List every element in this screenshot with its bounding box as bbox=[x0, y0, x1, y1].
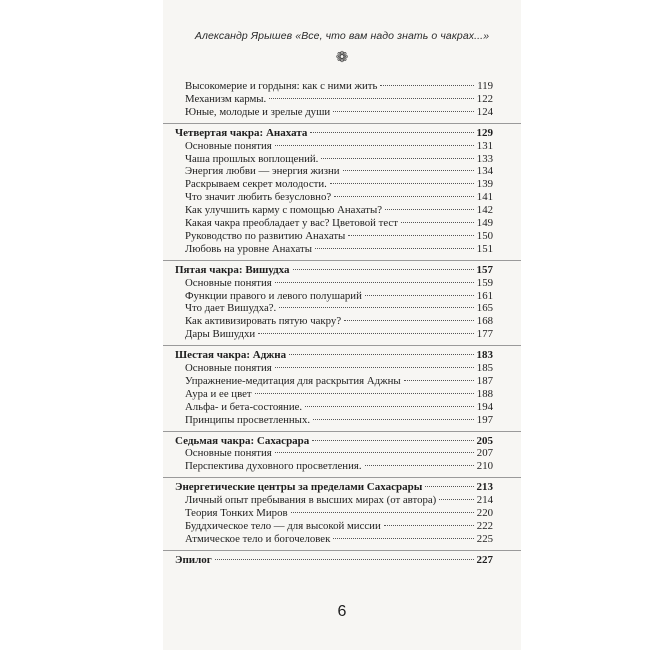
toc-section-entry[interactable] bbox=[185, 533, 493, 546]
chapter-divider bbox=[163, 123, 521, 124]
toc-entry-title: Перспектива духовного просветления. bbox=[185, 460, 362, 473]
toc-entry-title: Функции правого и левого полушарий bbox=[185, 289, 362, 302]
toc-dot-leader bbox=[365, 294, 474, 296]
toc-section-entry[interactable] bbox=[185, 204, 493, 217]
toc-entry-title: Седьмая чакра: Сахасрара bbox=[175, 434, 310, 447]
toc-section-entry[interactable] bbox=[185, 153, 493, 166]
toc-dot-leader bbox=[291, 511, 474, 513]
toc-entry-title: Руководство по развитию Анахаты bbox=[185, 229, 346, 242]
toc-section-entry[interactable] bbox=[185, 230, 493, 243]
toc-dot-leader bbox=[289, 353, 473, 355]
toc-section-entry[interactable] bbox=[185, 362, 493, 375]
toc-dot-leader bbox=[312, 439, 473, 441]
toc-section-entry[interactable] bbox=[185, 178, 493, 191]
toc-section-entry[interactable] bbox=[185, 494, 493, 507]
chapter-divider bbox=[163, 431, 521, 432]
toc-dot-leader bbox=[255, 392, 474, 394]
toc-dot-leader bbox=[315, 247, 474, 249]
toc-entry-title: Четвертая чакра: Анахата bbox=[175, 126, 308, 139]
toc-dot-leader bbox=[333, 110, 474, 112]
toc-entry-page: 150 bbox=[476, 229, 493, 242]
toc-dot-leader bbox=[215, 558, 474, 560]
toc-entry-title: Как активизировать пятую чакру? bbox=[185, 315, 342, 328]
toc-entry-page: 119 bbox=[477, 80, 493, 92]
toc-dot-leader bbox=[293, 268, 474, 270]
chapter-divider bbox=[163, 477, 521, 478]
toc-dot-leader bbox=[344, 319, 474, 321]
toc-entry-title: Высокомерие и гордыня: как с ними жить bbox=[185, 80, 378, 92]
toc-entry-page: 213 bbox=[476, 481, 493, 494]
toc-entry-page: 157 bbox=[476, 263, 493, 276]
toc-entry-title: Энергия любви — энергия жизни bbox=[185, 165, 340, 178]
toc-dot-leader bbox=[310, 131, 473, 133]
toc-entry-page: 188 bbox=[476, 387, 493, 400]
toc-entry-title: Основные понятия bbox=[185, 139, 272, 152]
toc-entry-title: Как улучшить карму с помощью Анахаты? bbox=[185, 204, 383, 217]
toc-entry-title: Какая чакра преобладает у вас? Цветовой тест bbox=[185, 217, 398, 229]
toc-entry-page: 227 bbox=[476, 553, 493, 566]
chapter-divider bbox=[163, 345, 521, 346]
toc-section-entry[interactable] bbox=[185, 507, 493, 520]
toc-entry-page: 177 bbox=[476, 328, 493, 341]
toc-entry-page: 133 bbox=[476, 152, 493, 165]
toc-entry-title: Что значит любить безусловно? bbox=[185, 191, 332, 204]
toc-chapter-entry[interactable] bbox=[175, 554, 493, 567]
toc-section-entry[interactable] bbox=[185, 217, 493, 230]
toc-section-entry[interactable] bbox=[185, 315, 493, 328]
toc-dot-leader bbox=[385, 208, 474, 210]
toc-entry-page: 151 bbox=[476, 242, 493, 255]
toc-dot-leader bbox=[258, 332, 474, 334]
toc-entry-title: Теория Тонких Миров bbox=[185, 507, 288, 519]
toc-dot-leader bbox=[348, 234, 473, 236]
toc-dot-leader bbox=[343, 169, 474, 171]
toc-section-entry[interactable] bbox=[185, 290, 493, 303]
toc-chapter-entry[interactable] bbox=[175, 435, 493, 448]
toc-section-entry[interactable] bbox=[185, 93, 493, 106]
toc-entry-title: Основные понятия bbox=[185, 447, 272, 460]
toc-entry-page: 210 bbox=[476, 460, 493, 473]
toc-entry-page: 131 bbox=[476, 139, 493, 152]
toc-dot-leader bbox=[275, 281, 474, 283]
toc-section-entry[interactable] bbox=[185, 80, 493, 93]
toc-dot-leader bbox=[305, 405, 474, 407]
toc-section-entry[interactable] bbox=[185, 302, 493, 315]
toc-section-entry[interactable] bbox=[185, 328, 493, 341]
toc-entry-page: 214 bbox=[476, 494, 493, 507]
toc-entry-title: Раскрываем секрет молодости. bbox=[185, 178, 327, 191]
toc-dot-leader bbox=[404, 379, 474, 381]
lotus-ornament-icon: ❁ bbox=[335, 48, 349, 66]
toc-section-entry[interactable] bbox=[185, 388, 493, 401]
toc-section-entry[interactable] bbox=[185, 401, 493, 414]
toc-section-entry[interactable] bbox=[185, 191, 493, 204]
toc-dot-leader bbox=[279, 306, 474, 308]
toc-entry-title: Что дает Вишудха?. bbox=[185, 302, 277, 315]
running-header: Александр Ярышев «Все, что вам надо знать о чакрах...» bbox=[194, 30, 490, 42]
toc-section-entry[interactable] bbox=[185, 165, 493, 178]
toc-entry-page: 134 bbox=[476, 165, 493, 178]
toc-entry-page: 183 bbox=[476, 349, 493, 362]
toc-chapter-entry[interactable] bbox=[175, 264, 493, 277]
toc-entry-page: 129 bbox=[476, 126, 493, 139]
toc-entry-page: 207 bbox=[476, 447, 493, 460]
toc-entry-page: 197 bbox=[476, 413, 493, 426]
toc-entry-page: 141 bbox=[476, 191, 493, 204]
toc-entry-title: Личный опыт пребывания в высших мирах (от автора) bbox=[185, 494, 437, 507]
toc-dot-leader bbox=[275, 144, 474, 146]
toc-entry-page: 122 bbox=[476, 92, 493, 105]
toc-chapter-entry[interactable] bbox=[175, 349, 493, 362]
toc-chapter-entry[interactable] bbox=[175, 481, 493, 494]
toc-section-entry[interactable] bbox=[185, 277, 493, 290]
toc-dot-leader bbox=[275, 451, 474, 453]
toc-entry-title: Чаша прошлых воплощений. bbox=[185, 152, 319, 165]
toc-entry-page: 124 bbox=[476, 105, 493, 118]
toc-entry-title: Принципы просветленных. bbox=[185, 413, 311, 426]
toc-entry-title: Атмическое тело и богочеловек bbox=[185, 532, 331, 545]
toc-dot-leader bbox=[321, 157, 473, 159]
toc-entry-title: Любовь на уровне Анахаты bbox=[185, 242, 312, 255]
chapter-divider bbox=[163, 260, 521, 261]
toc-section-entry[interactable] bbox=[185, 375, 493, 388]
toc-section-entry[interactable] bbox=[185, 520, 493, 533]
toc-entry-title: Аура и ее цвет bbox=[185, 387, 252, 400]
toc-dot-leader bbox=[401, 221, 474, 223]
toc-dot-leader bbox=[425, 485, 473, 487]
toc-dot-leader bbox=[275, 366, 474, 368]
toc-entry-page: 220 bbox=[476, 507, 493, 519]
chapter-divider bbox=[163, 550, 521, 551]
toc-dot-leader bbox=[313, 418, 474, 420]
toc-entry-page: 165 bbox=[476, 302, 493, 315]
toc-section-entry[interactable] bbox=[185, 243, 493, 256]
toc-section-entry[interactable] bbox=[185, 447, 493, 460]
toc-entry-page: 205 bbox=[476, 434, 493, 447]
toc-entry-title: Механизм кармы. bbox=[185, 92, 267, 105]
toc-entry-title: Буддхическое тело — для высокой миссии bbox=[185, 519, 381, 532]
toc-entry-title: Упражнение-медитация для раскрытия Аджны bbox=[185, 374, 401, 387]
toc-dot-leader bbox=[384, 524, 474, 526]
toc-entry-title: Шестая чакра: Аджна bbox=[175, 349, 287, 362]
toc-entry-title: Основные понятия bbox=[185, 276, 272, 289]
toc-entry-page: 159 bbox=[476, 276, 493, 289]
toc-entry-title: Энергетические центры за пределами Сахасрары bbox=[175, 481, 423, 494]
toc-dot-leader bbox=[365, 464, 474, 466]
toc-section-entry[interactable] bbox=[185, 460, 493, 473]
toc-entry-title: Пятая чакра: Вишудха bbox=[175, 263, 290, 276]
toc-section-entry[interactable] bbox=[185, 414, 493, 427]
toc-entry-page: 187 bbox=[476, 374, 493, 387]
toc-entry-title: Основные понятия bbox=[185, 362, 272, 374]
toc-entry-page: 185 bbox=[476, 362, 493, 374]
toc-section-entry[interactable] bbox=[185, 140, 493, 153]
toc-entry-title: Дары Вишудхи bbox=[185, 328, 256, 341]
toc-entry-page: 161 bbox=[476, 289, 493, 302]
toc-entry-page: 222 bbox=[476, 519, 493, 532]
toc-dot-leader bbox=[439, 498, 474, 500]
toc-chapter-entry[interactable] bbox=[175, 127, 493, 140]
toc-dot-leader bbox=[330, 182, 474, 184]
toc-dot-leader bbox=[334, 195, 474, 197]
book-page bbox=[163, 0, 521, 650]
page-number: 6 bbox=[337, 603, 347, 620]
toc-entry-page: 139 bbox=[476, 178, 493, 191]
toc-entry-title: Юные, молодые и зрелые души bbox=[185, 105, 331, 118]
toc-entry-page: 225 bbox=[476, 532, 493, 545]
toc-section-entry[interactable] bbox=[185, 106, 493, 119]
toc-entry-page: 168 bbox=[476, 315, 493, 328]
toc-entry-page: 142 bbox=[476, 204, 493, 217]
toc-entry-page: 149 bbox=[476, 217, 493, 229]
toc-entry-title: Альфа- и бета-состояние. bbox=[185, 400, 303, 413]
toc-dot-leader bbox=[380, 84, 474, 86]
toc-dot-leader bbox=[269, 97, 474, 99]
toc-entry-title: Эпилог bbox=[175, 553, 212, 566]
toc-entry-page: 194 bbox=[476, 400, 493, 413]
toc-dot-leader bbox=[333, 537, 473, 539]
